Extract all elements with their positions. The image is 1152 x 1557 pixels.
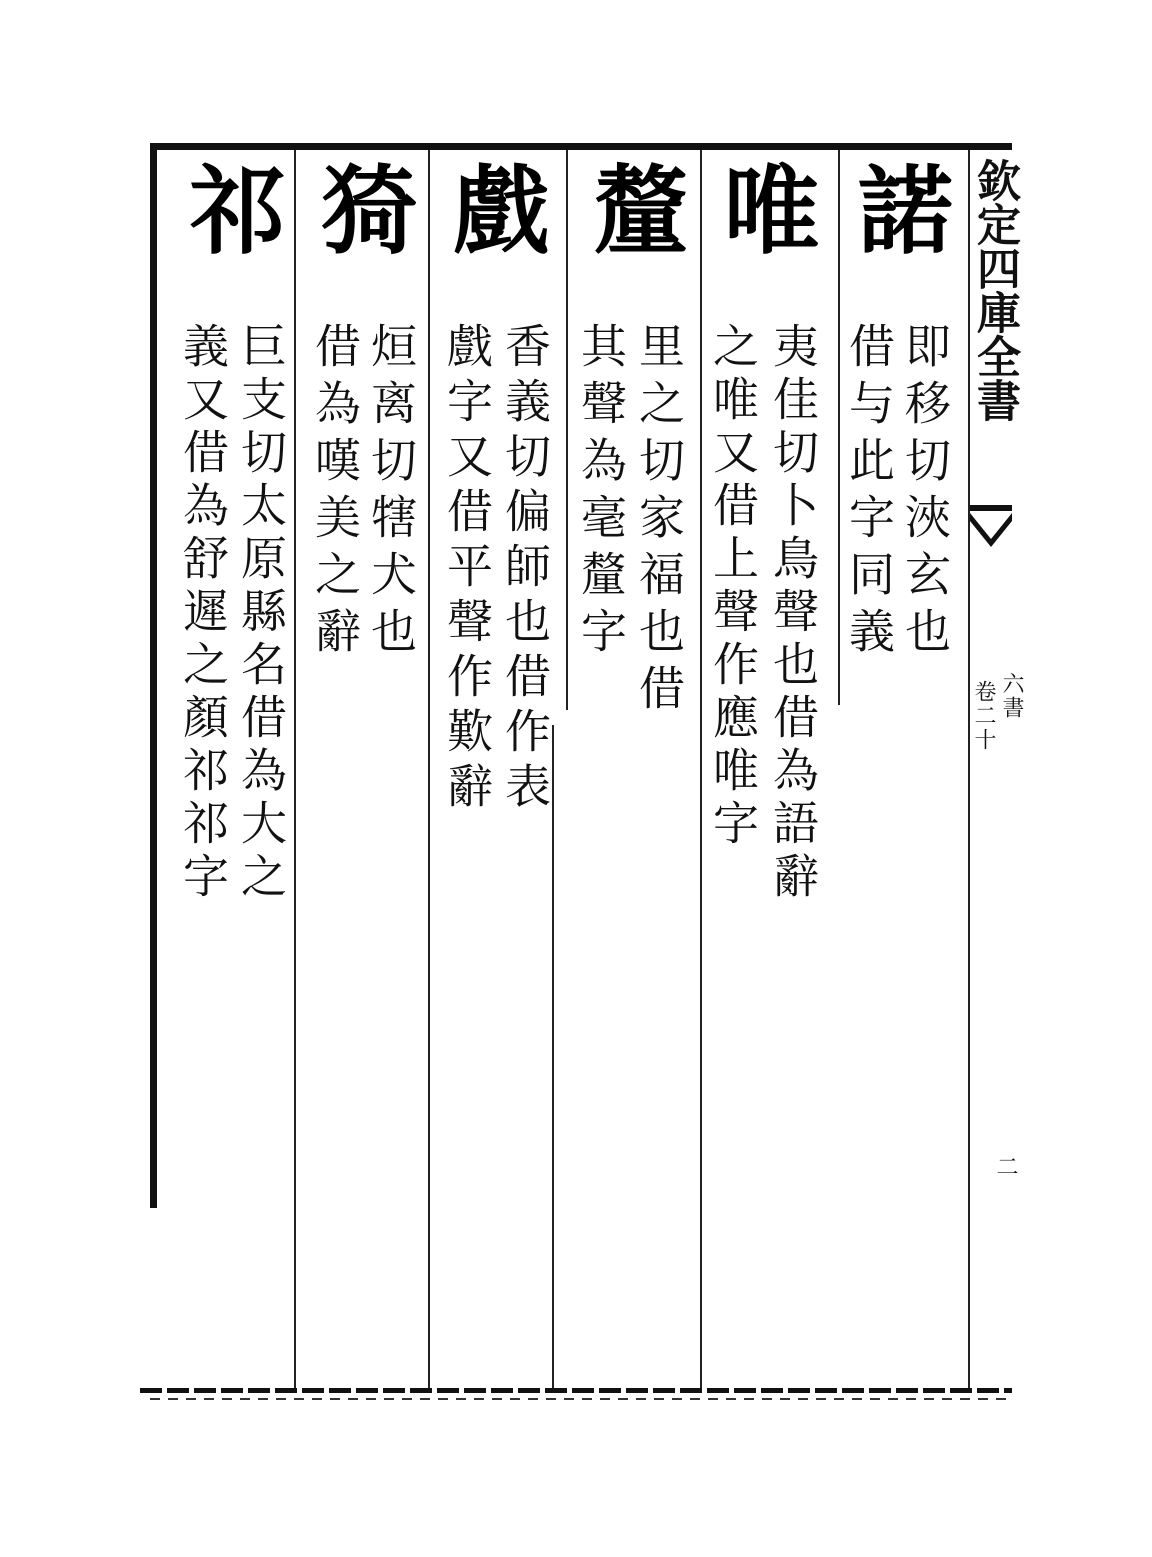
gloss-line: 借為嘆美之辭 (308, 322, 362, 664)
gloss-line: 即移切浹玄也 (898, 322, 952, 664)
gloss-line: 香義切偏師也借作表 (498, 322, 552, 817)
volume-label: 卷二十 (971, 680, 996, 752)
seal-character: 祁 (174, 160, 287, 256)
gloss-line: 里之切家福也借 (632, 322, 686, 721)
frame-bottom-border-inner (150, 1398, 1012, 1400)
book-title: 欽定四庫全書 (969, 158, 1020, 422)
seal-character: 猗 (306, 160, 419, 256)
gloss-line: 之唯又借上聲作應唯字 (706, 322, 760, 852)
seal-character: 諾 (842, 160, 955, 256)
gloss-line: 義又借為舒遲之顏祁祁字 (176, 322, 230, 905)
frame-bottom-border (140, 1388, 1012, 1393)
gloss-line: 借与此字同義 (842, 322, 896, 664)
frame-left-border (150, 143, 157, 1208)
page-number-fragment: 二 (993, 1155, 1018, 1179)
gloss-line: 夷佳切卜鳥聲也借為語辭 (766, 322, 820, 905)
column-rule (294, 150, 296, 1388)
frame-top-border (150, 143, 1012, 150)
column-rule (552, 725, 554, 1388)
gloss-line: 戲字又借平聲作歎辭 (440, 322, 494, 817)
column-rule (428, 150, 430, 1388)
fishtail-mark-icon (970, 505, 1012, 553)
column-rule (566, 150, 568, 710)
seal-character: 戲 (438, 160, 551, 256)
gloss-line: 其聲為毫釐字 (574, 322, 628, 664)
column-rule (838, 150, 840, 705)
gloss-line: 烜离切犗犬也 (364, 322, 418, 664)
seal-character: 釐 (578, 160, 691, 256)
gloss-line: 巨支切太原縣名借為大之 (234, 322, 288, 905)
book-series-fragment: 六書 (999, 672, 1024, 720)
column-rule (700, 150, 702, 1388)
seal-character: 唯 (708, 160, 821, 256)
